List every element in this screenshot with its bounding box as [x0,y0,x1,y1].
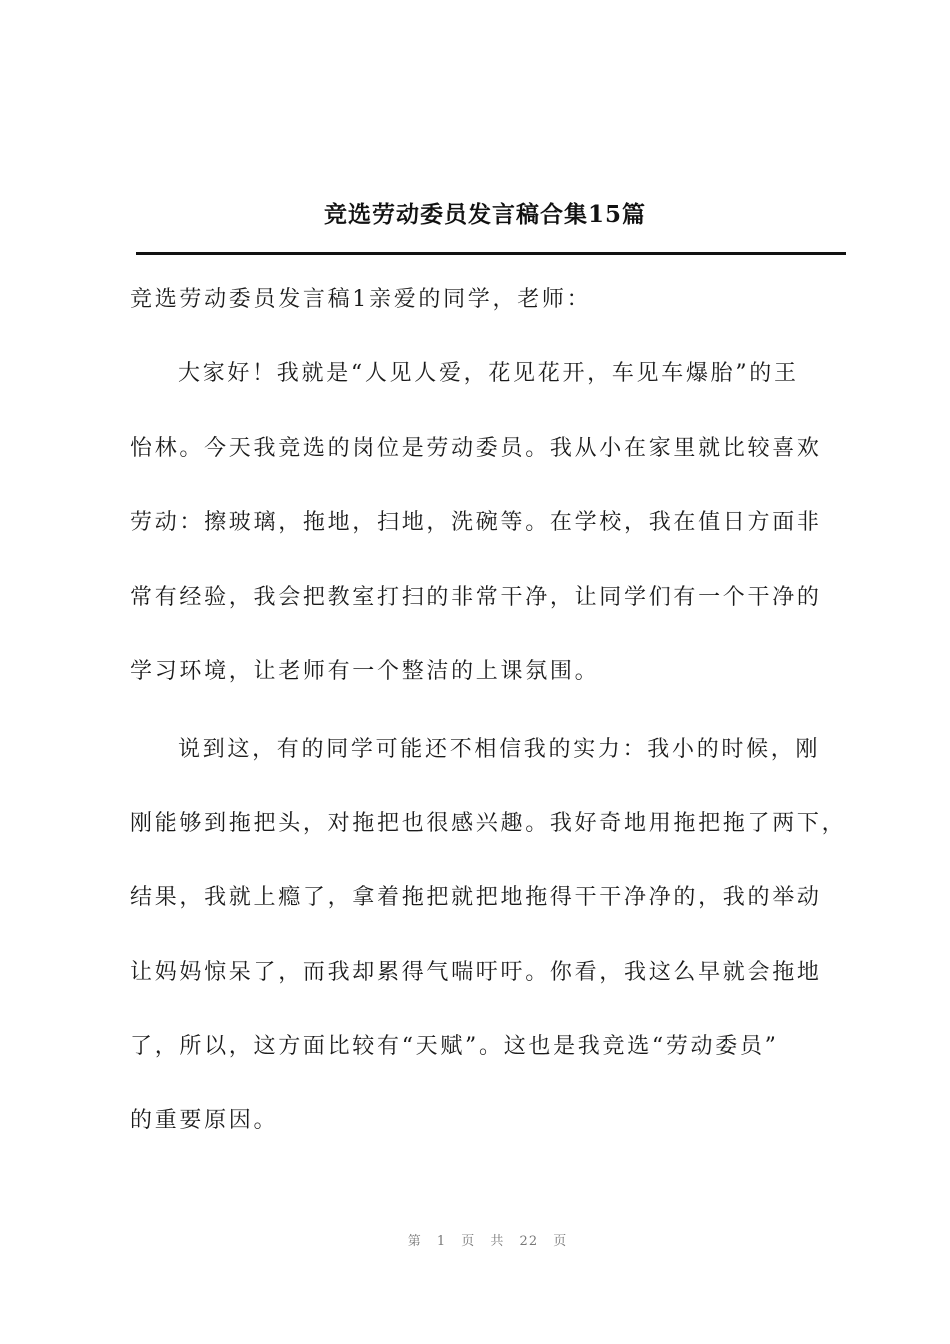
text-line: 说到这，有的同学可能还不相信我的实力：我小的时候，刚 [178,737,821,762]
text-line: 劳动：擦玻璃，拖地，扫地，洗碗等。在学校，我在值日方面非 [130,510,822,535]
text-line: 刚能够到拖把头，对拖把也很感兴趣。我好奇地用拖把拖了两下， [130,811,847,836]
text-line: 学习环境，让老师有一个整洁的上课氛围。 [130,659,600,684]
title-divider [136,252,846,255]
text-line: 结果，我就上瘾了，拿着拖把就把地拖得干干净净的，我的举动 [130,885,822,910]
text-line: 常有经验，我会把教室打扫的非常干净，让同学们有一个干净的 [130,585,822,610]
text-line-salutation: 竞选劳动委员发言稿1亲爱的同学，老师： [130,287,592,312]
page-number-footer: 第 1 页 共 22 页 [407,1234,568,1249]
text-line: 了，所以，这方面比较有“天赋”。这也是我竞选“劳动委员” [130,1034,779,1059]
text-line: 的重要原因。 [130,1108,279,1133]
text-line: 大家好！我就是“人见人爱，花见花开，车见车爆胎”的王 [178,361,799,386]
text-line: 怡林。今天我竞选的岗位是劳动委员。我从小在家里就比较喜欢 [130,436,822,461]
text-line: 让妈妈惊呆了，而我却累得气喘吁吁。你看，我这么早就会拖地 [130,960,822,985]
document-title: 竞选劳动委员发言稿合集15篇 [323,201,646,228]
